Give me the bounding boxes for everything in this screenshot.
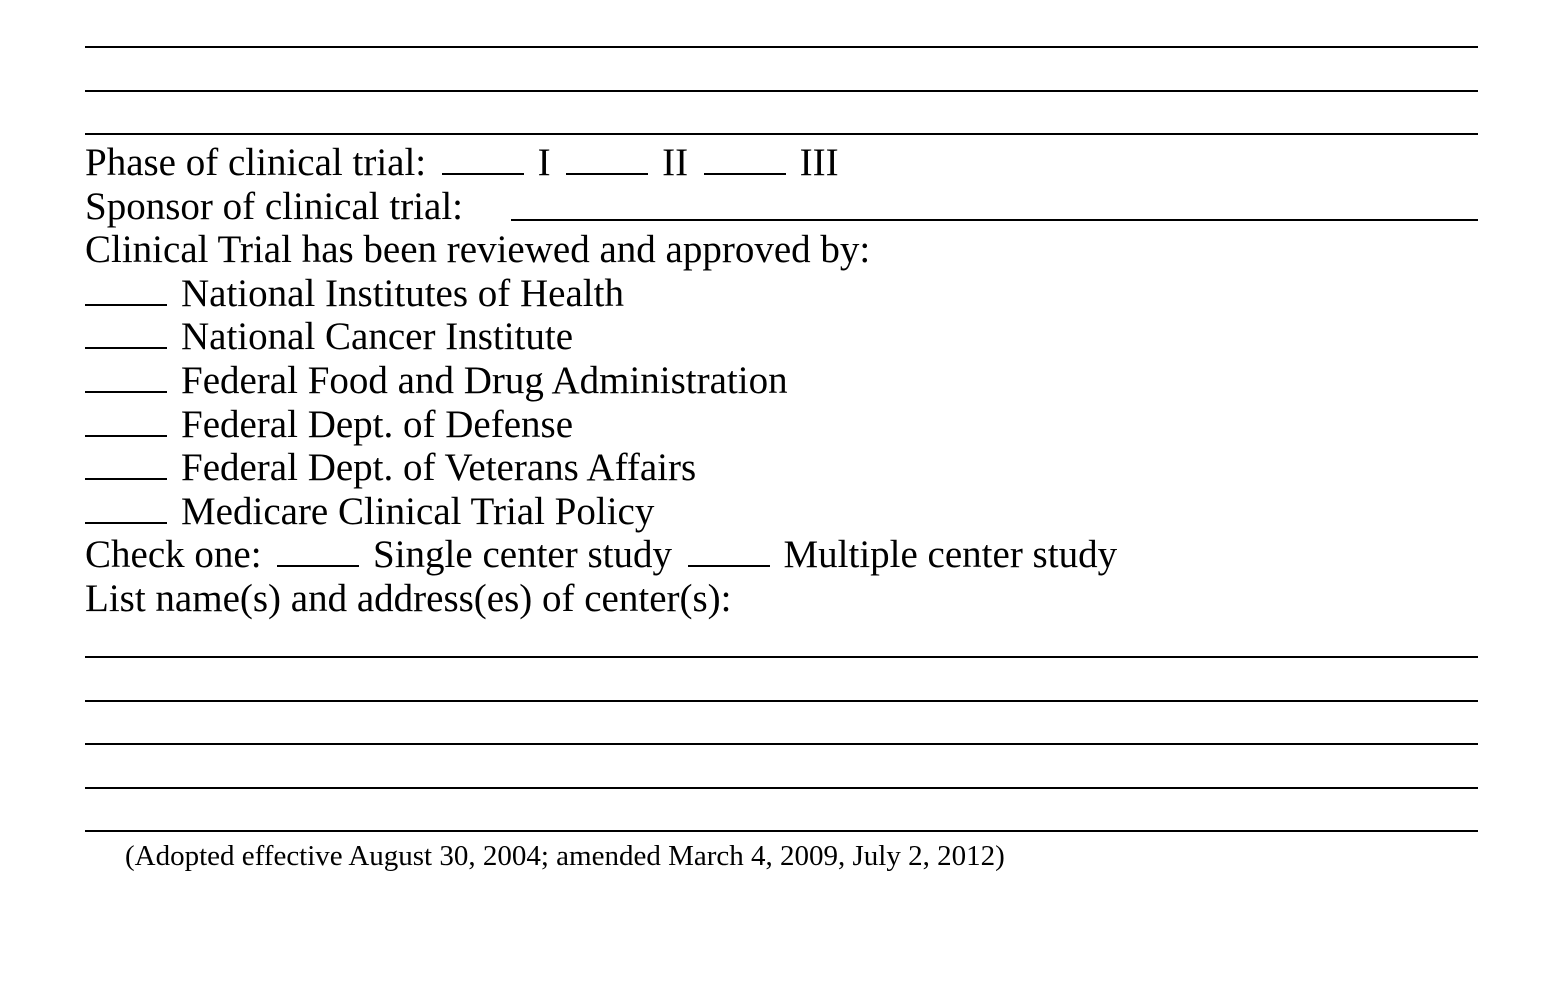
phase-row xyxy=(85,141,839,185)
phase-3-label: III xyxy=(799,141,839,184)
phase-1-label: I xyxy=(537,141,551,184)
phase-2-blank[interactable] xyxy=(566,173,648,175)
approver-va-blank[interactable] xyxy=(85,478,167,480)
approver-fda-label: Federal Food and Drug Administration xyxy=(181,359,788,402)
multiple-center-label: Multiple center study xyxy=(783,533,1118,576)
approver-va-label: Federal Dept. of Veterans Affairs xyxy=(181,446,697,489)
center-type-row xyxy=(85,533,1117,577)
approver-medicare-label: Medicare Clinical Trial Policy xyxy=(181,490,655,533)
approver-nih-label: National Institutes of Health xyxy=(181,272,624,315)
blank-line-top-2[interactable] xyxy=(85,90,1478,92)
centers-label: List name(s) and address(es) of center(s): xyxy=(85,577,732,620)
phase-label: Phase of clinical trial: xyxy=(85,141,427,184)
approver-row-medicare xyxy=(85,490,654,534)
approval-heading xyxy=(85,228,870,272)
single-center-blank[interactable] xyxy=(277,565,359,567)
blank-line-top-3[interactable] xyxy=(85,133,1478,135)
approver-row-dod xyxy=(85,403,573,447)
center-line-3[interactable] xyxy=(85,743,1478,745)
approver-nih-blank[interactable] xyxy=(85,304,167,306)
center-line-4[interactable] xyxy=(85,787,1478,789)
approval-label: Clinical Trial has been reviewed and approved by: xyxy=(85,228,871,271)
phase-1-blank[interactable] xyxy=(442,173,524,175)
sponsor-label: Sponsor of clinical trial: xyxy=(85,185,464,228)
approver-row-nci xyxy=(85,315,573,359)
approver-fda-blank[interactable] xyxy=(85,391,167,393)
approver-row-fda xyxy=(85,359,788,403)
center-line-2[interactable] xyxy=(85,700,1478,702)
approver-dod-blank[interactable] xyxy=(85,435,167,437)
adoption-note: (Adopted effective August 30, 2004; amended March 4, 2009, July 2, 2012) xyxy=(125,840,1005,872)
single-center-label: Single center study xyxy=(373,533,672,576)
approver-nci-label: National Cancer Institute xyxy=(181,315,574,358)
center-line-5[interactable] xyxy=(85,830,1478,832)
approver-row-va xyxy=(85,446,696,490)
multiple-center-blank[interactable] xyxy=(688,565,770,567)
approver-medicare-blank[interactable] xyxy=(85,522,167,524)
approver-nci-blank[interactable] xyxy=(85,347,167,349)
center-line-1[interactable] xyxy=(85,656,1478,658)
check-one-label: Check one: xyxy=(85,533,262,576)
centers-heading xyxy=(85,577,732,621)
sponsor-row xyxy=(85,185,463,229)
approver-dod-label: Federal Dept. of Defense xyxy=(181,403,573,446)
phase-3-blank[interactable] xyxy=(704,173,786,175)
approver-row-nih xyxy=(85,272,624,316)
phase-2-label: II xyxy=(662,141,689,184)
blank-line-top-1[interactable] xyxy=(85,46,1478,48)
sponsor-field[interactable] xyxy=(511,219,1478,221)
